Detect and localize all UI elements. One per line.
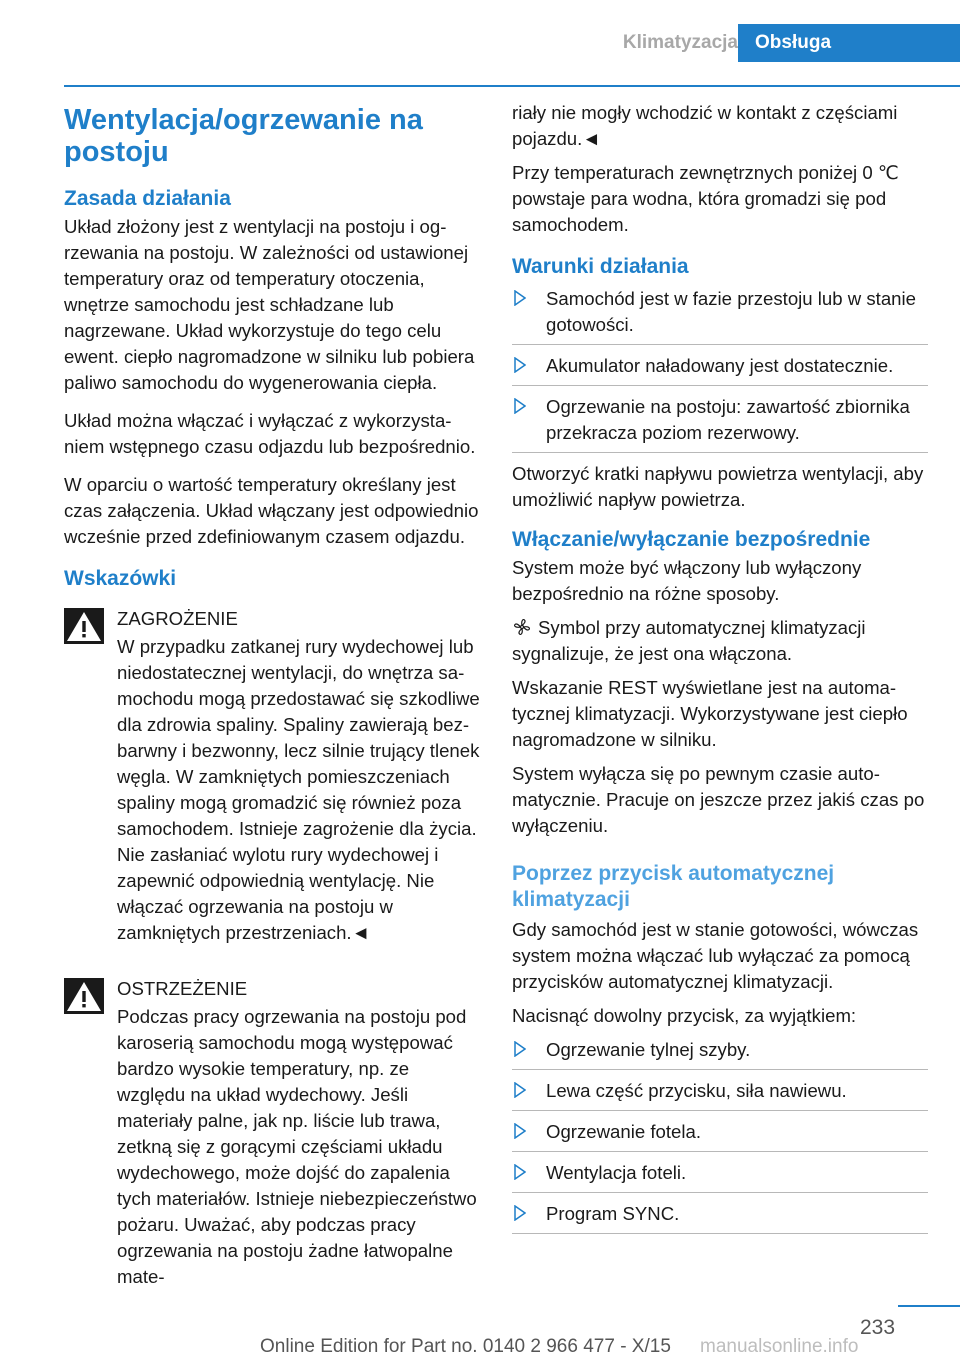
triangle-bullet-icon — [514, 357, 526, 373]
steam-note: Przy temperaturach zewnętrznych poniżej 0 ℃ powstaje para wodna, która gromadzi się pod samochodem. — [512, 162, 899, 235]
triangle-bullet-icon — [514, 1205, 526, 1221]
warning-triangle-icon — [64, 608, 104, 644]
triangle-bullet-icon — [514, 1041, 526, 1057]
principle-paragraph-1: Układ złożony jest z wentylacji na postoju i ogrzewania na postoju. W zależności od ustawionej temperatury oraz od temperatury otoczenia, wnętrze samochodu jest schładzane lub nagrzewane. Układ wykorzystuje do tego celu ewent. ciepło nagromadzone w silniku lub pobiera paliwo samochodu do wygenerowania ciepła. — [64, 216, 475, 393]
list-item — [512, 1119, 928, 1152]
section-label: Klimatyzacja — [622, 32, 738, 53]
list-item — [512, 1201, 928, 1234]
list-item-text: Ogrzewanie fotela. — [546, 1121, 702, 1142]
list-item — [512, 394, 928, 453]
direct-paragraph-1: System może być włączony lub wyłączony bezpośrednio na różne sposoby. — [512, 557, 862, 604]
exceptions-list — [512, 1037, 928, 1234]
button-paragraph-2: Nacisnąć dowolny przycisk, za wyjątkiem: — [512, 1005, 857, 1026]
hints-heading: Wskazówki — [64, 567, 177, 590]
list-item-text: Akumulator naładowany jest dostatecznie. — [546, 355, 894, 376]
warning-notice — [64, 976, 480, 1290]
fan-icon — [512, 617, 532, 637]
list-item — [512, 353, 928, 386]
warning-text: Podczas pracy ogrzewania na postoju pod karoserią samochodu mogą występować bardzo wysokie temperatury, np. ze względu na układ wydechowy. Jeśli materiały palne, jak np. liście lub trawa, zetkną się z gorącymi częściami układu wydechowego, może dojść do zapalenia tych materiałów. Istnieje niebezpieczeństwo pożaru. Uważać, aby podczas pracy ogrzewania na postoju żadne łatwopalne mate- — [117, 1006, 477, 1287]
header-rule — [64, 85, 960, 87]
edition-label: Online Edition for Part no. 0140 2 966 477 - X/15 — [260, 1336, 671, 1357]
danger-notice — [64, 606, 480, 946]
list-item — [512, 1160, 928, 1193]
page-title: Wentylacja/ogrzewanie na postoju — [64, 104, 423, 168]
conditions-list — [512, 286, 928, 453]
direct-paragraph-2-text: Symbol przy automatycznej klimatyzacji sygnalizuje, że jest ona włączona. — [512, 617, 866, 664]
list-item-text: Wentylacja foteli. — [546, 1162, 687, 1183]
triangle-bullet-icon — [514, 1123, 526, 1139]
button-heading: Poprzez przycisk automatycznej klimatyzacji — [512, 862, 835, 911]
principle-paragraph-2: Układ można włączać i wyłączać z wykorzystaniem wstępnego czasu odjazdu lub bezpośrednio. — [64, 410, 476, 457]
direct-paragraph-3: Wskazanie REST wyświetlane jest na automatycznej klimatyzacji. Wykorzystywane jest ciepło nagromadzone w silniku. — [512, 677, 908, 750]
danger-title: ZAGROŻENIE — [117, 608, 238, 629]
footer-rule — [898, 1305, 960, 1307]
vents-note: Otworzyć kratki napływu powietrza wentylacji, aby umożliwić napływ powietrza. — [512, 463, 924, 510]
warning-continuation: riały nie mogły wchodzić w kontakt z częściami pojazdu.◄ — [512, 102, 898, 149]
left-column — [64, 100, 480, 1290]
list-item-text: Lewa część przycisku, siła nawiewu. — [546, 1080, 847, 1101]
principle-paragraph-3: W oparciu o wartość temperatury określany jest czas załączenia. Układ włączany jest odpowiednio wcześnie przed zdefiniowanym czasem odjazdu. — [64, 474, 479, 547]
principle-heading: Zasada działania — [64, 187, 231, 210]
button-paragraph-1: Gdy samochód jest w stanie gotowości, wówczas system można włączać lub wyłączać za pomocą przycisków automatycznej klimatyzacji. — [512, 919, 919, 992]
watermark: manualsonline.info — [700, 1336, 859, 1357]
page-number: 233 — [860, 1316, 896, 1339]
warning-triangle-icon — [64, 978, 104, 1014]
page-header — [0, 24, 960, 62]
list-item — [512, 1078, 928, 1111]
triangle-bullet-icon — [514, 1082, 526, 1098]
list-item-text: Program SYNC. — [546, 1203, 680, 1224]
direct-paragraph-4: System wyłącza się po pewnym czasie automatycznie. Pracuje on jeszcze przez jakiś czas po wyłączeniu. — [512, 763, 925, 836]
list-item — [512, 1037, 928, 1070]
list-item-text: Samochód jest w fazie przestoju lub w stanie gotowości. — [546, 288, 916, 335]
triangle-bullet-icon — [514, 290, 526, 306]
triangle-bullet-icon — [514, 398, 526, 414]
conditions-heading: Warunki działania — [512, 255, 689, 278]
list-item-text: Ogrzewanie na postoju: zawartość zbiornika przekracza poziom rezerwowy. — [546, 396, 910, 443]
list-item-text: Ogrzewanie tylnej szyby. — [546, 1039, 751, 1060]
triangle-bullet-icon — [514, 1164, 526, 1180]
danger-text: W przypadku zatkanej rury wydechowej lub niedostatecznej wentylacji, do wnętrza samochodu mogą przedostawać się szkodliwe dla zdrowia spaliny. Spaliny zawierają bezbarwny i bezwonny, lecz silnie trujący tlenek węgla. W zamkniętych pomieszczeniach spaliny mogą gromadzić się również poza samochodem. Istnieje zagrożenie dla życia. Nie zasłaniać wylotu rury wydechowej i zapewnić odpowiednią wentylację. Nie włączać ogrzewania na postoju w zamkniętych przestrzeniach.◄ — [117, 636, 480, 943]
direct-heading: Włączanie/wyłączanie bezpośrednie — [512, 528, 871, 551]
direct-paragraph-2 — [512, 615, 928, 667]
chapter-tab: Obsługa — [738, 24, 960, 62]
right-column — [512, 100, 928, 1242]
list-item — [512, 286, 928, 345]
warning-title: OSTRZEŻENIE — [117, 978, 248, 999]
